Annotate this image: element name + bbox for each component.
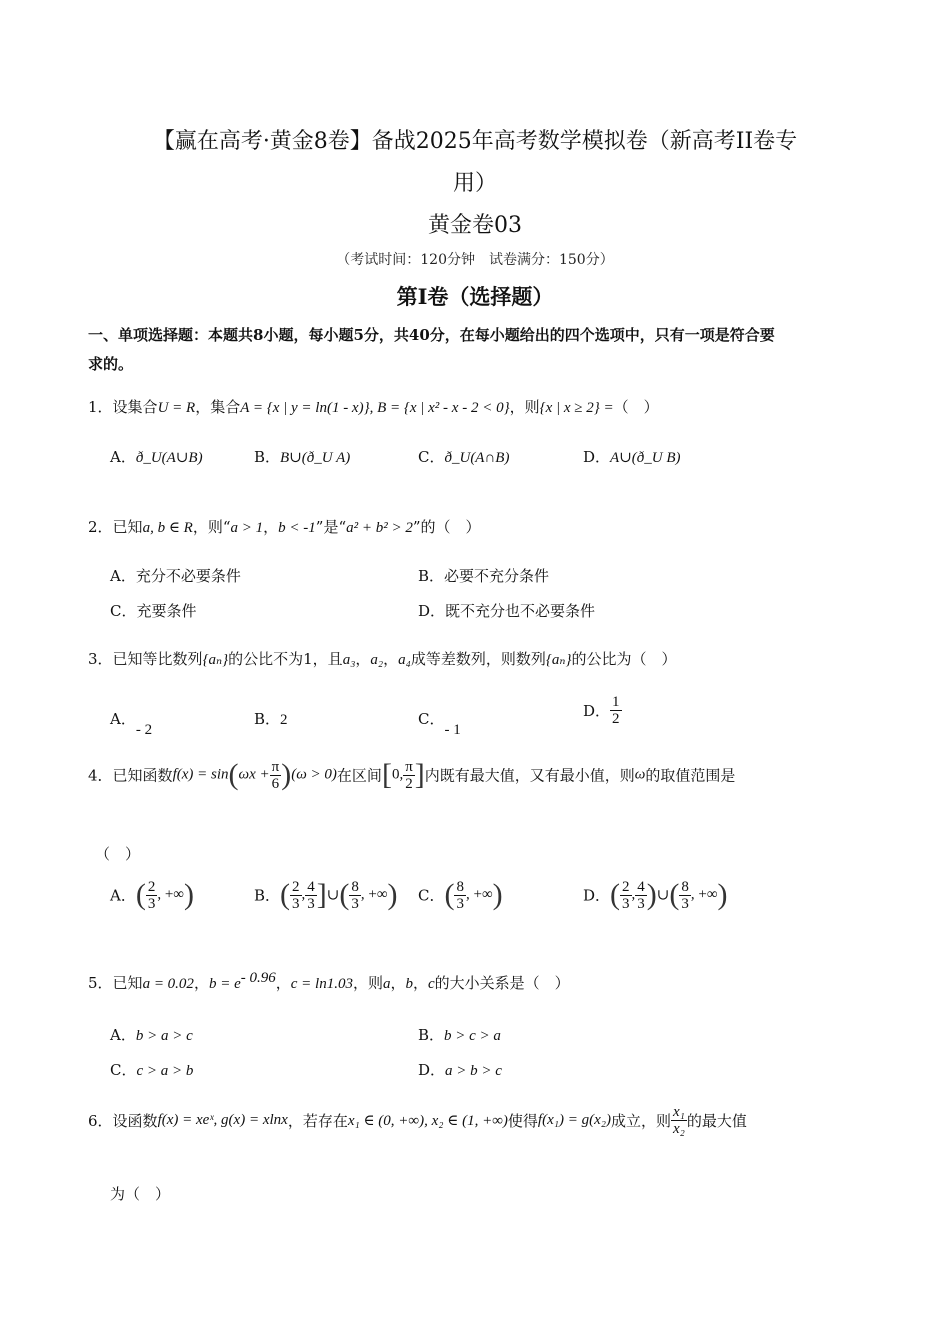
question-text: ， (412, 974, 428, 992)
fraction-numerator: π (271, 758, 280, 775)
math-expression: f(x) = xeˣ, g(x) = xlnx (157, 1112, 288, 1128)
fraction-denominator: 3 (637, 895, 645, 912)
q1-option-d[interactable] (583, 446, 681, 467)
q1-option-b[interactable] (254, 446, 350, 467)
question-text: ， (275, 974, 291, 992)
fraction-denominator: 2 (612, 711, 620, 727)
math-expression: c = ln1.03 (290, 976, 353, 992)
question-text: 的取值范围是 (645, 766, 736, 785)
math-expression: b < -1 (278, 520, 316, 536)
q1-option-a[interactable] (110, 446, 203, 467)
option-label: A． (110, 448, 136, 466)
math-expression: ω (634, 766, 646, 783)
document-title-line1: 【赢在高考·黄金8卷】备战2025年高考数学模拟卷（新高考II卷专 (152, 129, 798, 154)
option-label: C． (418, 448, 445, 466)
question-text: 的大小关系是（ ） (434, 974, 570, 992)
question-number: 6． (88, 1112, 113, 1130)
fraction (290, 879, 302, 912)
question-text: 已知等比数列 (112, 650, 203, 668)
question-text: 设函数 (112, 1112, 158, 1130)
option-math: B∪(ð_U A) (280, 450, 351, 466)
math-expression: , +∞ (157, 886, 184, 903)
option-label: D． (583, 448, 611, 466)
math-expression: , +∞ (690, 886, 718, 903)
option-label: D． (583, 702, 611, 720)
question-text: 内既有最大值，又有最小值，则 (424, 766, 635, 785)
question-1 (88, 396, 659, 417)
question-2 (88, 516, 481, 537)
q2-option-a[interactable] (110, 565, 241, 586)
math-expression: a (382, 976, 391, 992)
math-expression: 0, (391, 766, 404, 783)
math-expression: b = e (208, 976, 241, 992)
instructions-line2: 求的。 (88, 355, 134, 373)
document-title-line2: 用） (452, 171, 497, 196)
q2-option-b[interactable] (418, 565, 549, 586)
question-6 (88, 1104, 747, 1137)
fraction (610, 694, 622, 727)
fraction (146, 879, 158, 912)
question-text: 在区间 (336, 766, 382, 785)
q4-option-b[interactable] (254, 878, 398, 912)
fraction (635, 879, 647, 912)
question-text: 已知函数 (112, 766, 173, 785)
option-label: B． (418, 567, 445, 585)
fraction (349, 879, 361, 912)
question-4 (88, 758, 735, 792)
math-expression: , +∞ (360, 886, 388, 903)
paren-close: ) (717, 878, 728, 911)
question-text: 成立，则 (610, 1112, 671, 1130)
math-expression: f(x₁) = g(x₂) (537, 1112, 611, 1128)
math-expression: f(x) = sin (172, 766, 229, 783)
question-text: 的公比为（ ） (571, 650, 677, 668)
fraction-numerator: π (405, 758, 413, 775)
fraction-denominator: 6 (271, 775, 280, 792)
q3-option-c[interactable] (418, 708, 461, 738)
fraction (270, 759, 282, 792)
fraction-numerator: 8 (351, 878, 359, 895)
option-label: A． (110, 710, 136, 728)
paren-open: ( (228, 758, 239, 791)
fraction-numerator: 2 (622, 878, 630, 895)
fraction-numerator: 4 (637, 878, 645, 895)
union-symbol: ∪ (326, 887, 340, 904)
option-math: - 2 (135, 722, 153, 738)
section-title: 第I卷（选择题） (396, 284, 554, 309)
bracket-close: ] (414, 758, 425, 791)
paren-close: ) (281, 758, 292, 791)
q2-option-c[interactable] (110, 600, 197, 621)
fraction (679, 879, 691, 912)
paren-open: ( (135, 878, 146, 911)
question-text: ， (383, 650, 399, 668)
q3-option-d[interactable] (583, 694, 622, 727)
math-expression: {aₙ} (202, 652, 229, 668)
option-math: c > a > b (136, 1063, 194, 1079)
paren-open: ( (280, 878, 291, 911)
math-expression: A = {x | y = ln(1 - x)}, B = {x | x² - x - 2 < 0} (240, 400, 510, 416)
option-label: C． (418, 886, 445, 905)
math-expression: a, b ∈ R (142, 520, 193, 536)
math-expression: x₁ ∈ (0, +∞), x₂ ∈ (1, +∞) (347, 1113, 508, 1129)
fraction-numerator: 1 (612, 694, 620, 710)
math-expression: a > 1 (230, 520, 264, 536)
question-text: 的最大值 (686, 1112, 747, 1130)
fraction (454, 879, 466, 912)
option-math: A∪(ð_U B) (610, 450, 681, 466)
math-expression: ωx + (238, 766, 270, 783)
math-expression: c (428, 976, 435, 992)
fraction-numerator: 2 (292, 878, 300, 895)
option-math: 2 (280, 712, 288, 728)
question-text: 已知 (112, 974, 143, 992)
question-text: ，则“ (192, 518, 231, 536)
math-expression: b (405, 976, 413, 992)
option-label: A． (110, 1026, 136, 1044)
question-text: ， (355, 650, 371, 668)
bracket-open: [ (381, 758, 392, 791)
q4-option-c[interactable] (418, 878, 503, 912)
fraction-denominator: 3 (456, 895, 464, 912)
question-text: ”是“ (315, 518, 347, 536)
paren-close: ) (387, 878, 398, 911)
comma: , (631, 886, 636, 903)
fraction (671, 1104, 687, 1137)
fraction (305, 879, 317, 912)
q5-option-d[interactable] (418, 1059, 502, 1080)
option-text: 必要不充分条件 (444, 567, 550, 585)
question-text: ，则 (352, 974, 383, 992)
fraction-numerator: 2 (147, 878, 156, 895)
option-text: 充分不必要条件 (135, 567, 241, 585)
paren-open: ( (444, 878, 455, 911)
bracket-close: ] (316, 878, 327, 911)
q5-option-a[interactable] (110, 1024, 193, 1045)
option-label: A． (110, 886, 136, 905)
question-text: ，若存在 (287, 1112, 348, 1130)
option-label: A． (110, 567, 136, 585)
option-label: B． (254, 886, 281, 905)
question-text: ， (390, 974, 406, 992)
math-expression: U = R (157, 400, 196, 416)
q4-option-d[interactable] (583, 878, 728, 912)
math-expression: {x | x ≥ 2} = (539, 400, 614, 416)
option-math: b > c > a (444, 1028, 501, 1044)
paren-close: ) (646, 878, 657, 911)
q3-option-a[interactable] (110, 708, 153, 738)
option-label: D． (418, 1061, 446, 1079)
q5-option-b[interactable] (418, 1024, 501, 1045)
paren-open: ( (339, 878, 350, 911)
option-math: ð_U(A∪B) (135, 450, 203, 466)
option-text: 充要条件 (136, 602, 197, 620)
q4-answer-blank: （ ） (95, 845, 141, 863)
question-text: 已知 (112, 518, 143, 536)
question-text: 使得 (507, 1112, 538, 1130)
option-label: C． (110, 602, 137, 620)
fraction-denominator: 3 (351, 895, 359, 912)
paren-open: ( (610, 878, 621, 911)
question-text: 设集合 (112, 398, 158, 416)
paper-name: 黄金卷03 (428, 213, 522, 238)
question-3 (88, 648, 676, 669)
option-math: a > b > c (445, 1063, 502, 1079)
question-number: 3． (88, 650, 113, 668)
exponent: - 0.96 (240, 970, 276, 986)
q6-line2: 为（ ） (110, 1185, 171, 1203)
question-text: ， (193, 974, 209, 992)
fraction-denominator: 3 (147, 895, 156, 912)
option-text: 既不充分也不必要条件 (445, 602, 596, 620)
q4-option-a[interactable] (110, 878, 194, 912)
option-math: ð_U(A∩B) (444, 450, 510, 466)
math-expression: , +∞ (465, 886, 493, 903)
q5-option-c[interactable] (110, 1059, 193, 1080)
fraction-denominator: 3 (307, 895, 315, 912)
option-label: C． (110, 1061, 137, 1079)
fraction (620, 879, 632, 912)
question-text: （ ） (613, 398, 659, 416)
question-text: ，集合 (195, 398, 241, 416)
option-label: B． (418, 1026, 445, 1044)
fraction-denominator: 3 (622, 895, 630, 912)
math-expression: (ω > 0) (291, 766, 337, 783)
fraction-denominator: x₂ (672, 1121, 685, 1137)
question-text: ”的（ ） (412, 518, 481, 536)
option-math: b > a > c (135, 1028, 193, 1044)
instructions-line1: 一、单项选择题：本题共8小题，每小题5分，共40分，在每小题给出的四个选项中，只有一项是符合要 (88, 326, 775, 344)
question-number: 1． (88, 398, 113, 416)
question-text: ，则 (509, 398, 540, 416)
question-5 (88, 970, 570, 993)
union-symbol: ∪ (656, 887, 670, 904)
question-number: 4． (88, 766, 113, 785)
question-text: 成等差数列，则数列 (410, 650, 546, 668)
option-label: D． (418, 602, 446, 620)
paren-open: ( (669, 878, 680, 911)
comma: , (301, 886, 306, 903)
exam-info: （考试时间：120分钟 试卷满分：150分） (336, 252, 614, 268)
fraction-denominator: 3 (681, 895, 689, 912)
paren-close: ) (184, 878, 194, 911)
math-expression: {aₙ} (545, 652, 572, 668)
math-expression: a = 0.02 (142, 976, 194, 992)
fraction-denominator: 3 (292, 895, 300, 912)
fraction-denominator: 2 (405, 775, 413, 792)
q3-option-b[interactable] (254, 708, 288, 729)
paren-close: ) (492, 878, 503, 911)
option-label: D． (583, 886, 611, 905)
math-expression: a₃ (342, 652, 356, 668)
fraction-numerator: 8 (681, 878, 689, 895)
option-label: B． (254, 710, 281, 728)
math-expression: a₂ (370, 652, 384, 668)
option-label: C． (418, 710, 445, 728)
q2-option-d[interactable] (418, 600, 595, 621)
question-number: 5． (88, 974, 113, 992)
math-expression: a₄ (398, 652, 411, 668)
question-number: 2． (88, 518, 113, 536)
fraction-numerator: 8 (456, 878, 464, 895)
q1-option-c[interactable] (418, 446, 509, 467)
option-math: - 1 (444, 722, 461, 738)
fraction-numerator: 4 (307, 878, 315, 895)
fraction (403, 759, 415, 792)
question-text: 的公比不为1，且 (228, 650, 343, 668)
question-text: ， (263, 518, 279, 536)
option-label: B． (254, 448, 281, 466)
math-expression: a² + b² > 2 (346, 520, 413, 536)
fraction-numerator: x₁ (672, 1104, 685, 1120)
